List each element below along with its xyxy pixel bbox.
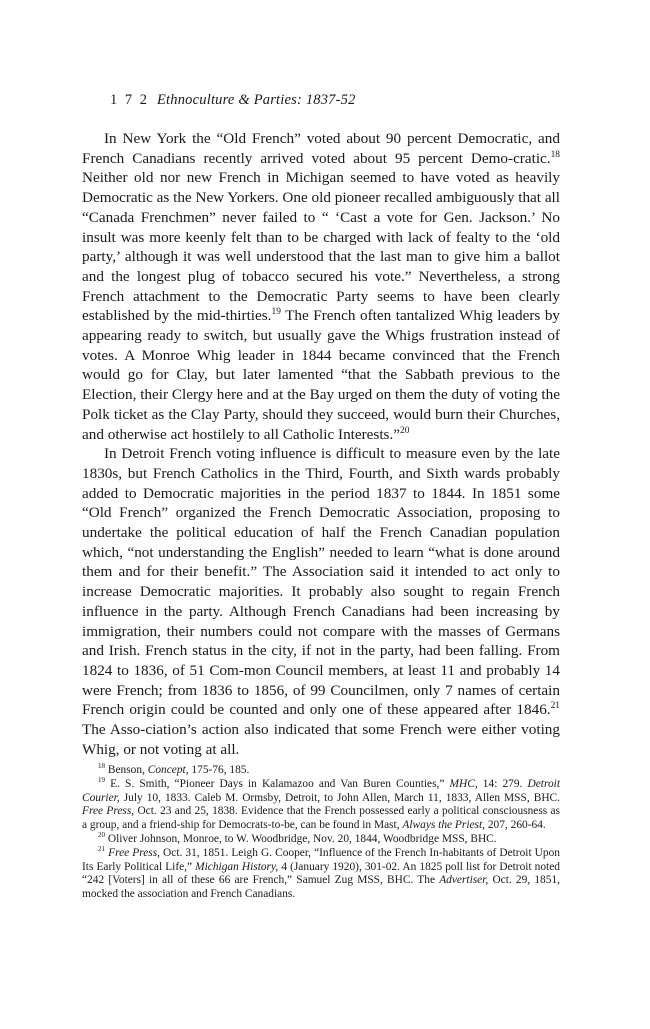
footnote-ref[interactable]: 20 xyxy=(400,425,410,436)
footnote-ref[interactable]: 19 xyxy=(271,307,281,318)
footnote: $^{20}$ Oliver Johnson, Monroe, to W. Woodbridge, Nov. 20, 1844, Woodbridge MSS, BHC. xyxy=(98,831,497,845)
footnotes xyxy=(82,764,560,902)
footnote-number: 19 xyxy=(98,776,106,784)
footnote-number: 21 xyxy=(98,844,106,853)
footnote-number: 18 xyxy=(98,762,106,771)
running-title: Ethnoculture & Parties: 1837-52 xyxy=(157,92,356,108)
running-header xyxy=(110,92,356,109)
footnote-ref[interactable]: 18 xyxy=(550,149,560,160)
footnote: $^{18}$ Benson, Concept, 175-76, 185. xyxy=(98,762,250,776)
page-number: 1 7 2 xyxy=(110,92,149,108)
footnote-number: 20 xyxy=(98,831,106,840)
footnote-ref[interactable]: 21 xyxy=(550,701,560,712)
paragraph: In New York the “Old French” voted about 90 percent Democratic, and French Canadians recently arrived voted about 95 percent Demo-cratic.$^{18}$ Neither old nor new French in Michigan seemed to have voted as heavily Democratic as the New Yorkers. One old pioneer recalled ambiguously that all “Canada Frenchmen” never failed to “ ‘Cast a vote for Gen. Jackson.’ No insult was more keenly felt than to be charged with lack of fealty to the ‘old party,’ although it was well understood that the last man to give him a ballot and the longest plug of tobacco secured his vote.” Nevertheless, a strong French attachment to the Democratic Party seems to have been clearly established by the mid-thirties.$^{19}$ The French often tantalized Whig leaders by appearing ready to switch, but usually gave the Whigs frustration instead of votes. A Monroe Whig leader in 1844 became convinced that the French would go for Clay, but later lamented “that the Sabbath previous to the Election, their Clergy here and at the Bay urged on them the duty of voting the Polk ticket as the Clay Party, should they succeed, would burn their Churches, and otherwise act hostilely to all Catholic Interests.”$^{20}$ xyxy=(82,130,561,443)
footnote: $^{19}$ E. S. Smith, “Pioneer Days in Kalamazoo and Van Buren Counties,” MHC, 14: 279. Detroit Courier, July 10, 1833. Caleb M. Ormsby, Detroit, to John Allen, March 11, 1833, Allen MSS, BHC. Free Press, Oct. 23 and 25, 1838. Evidence that the French possessed early a political consciousness as a group, and a friend-ship for Democrats-to-be, can be found in Mast, Always the Priest, 207, 260-64. xyxy=(82,776,560,832)
footnote: $^{21}$ Free Press, Oct. 31, 1851. Leigh G. Cooper, “Influence of the French In-habitants of Detroit Upon Its Early Political Life,” Michigan History, 4 (January 1920), 301-02. An 1825 poll list for Detroit noted “242 [Voters] in all of these 66 are French,” Samuel Zug MSS, BHC. The Advertiser, Oct. 29, 1851, mocked the association and French Canadians. xyxy=(82,844,560,901)
paragraph: In Detroit French voting influence is difficult to measure even by the late 1830s, but French Catholics in the Third, Fourth, and Sixth wards probably added to Democratic majorities in the period 1837 to 1844. In 1851 some “Old French” organized the French Democratic Association, proposing to undertake the political education of half the French Canadian population which, “not understanding the English” needed to learn “what is done around them and for their benefit.” The Association said it intended to act only to increase Democratic majorities. It probably also sought to regain French influence in the party. Although French Canadians had been increasing by immigration, their numbers could not compare with the masses of Germans and Irish. French status in the city, if not in the party, had been falling. From 1824 to 1836, of 51 Com-mon Council members, at least 11 and probably 14 were French; from 1836 to 1856, of 99 Councilmen, only 7 names of certain French origin could be counted and only one of these appeared after 1846.21 The Asso-ciation’s action also indicated that some French were either voting Whig, or not voting at all. xyxy=(82,445,560,758)
body-text xyxy=(82,129,560,760)
